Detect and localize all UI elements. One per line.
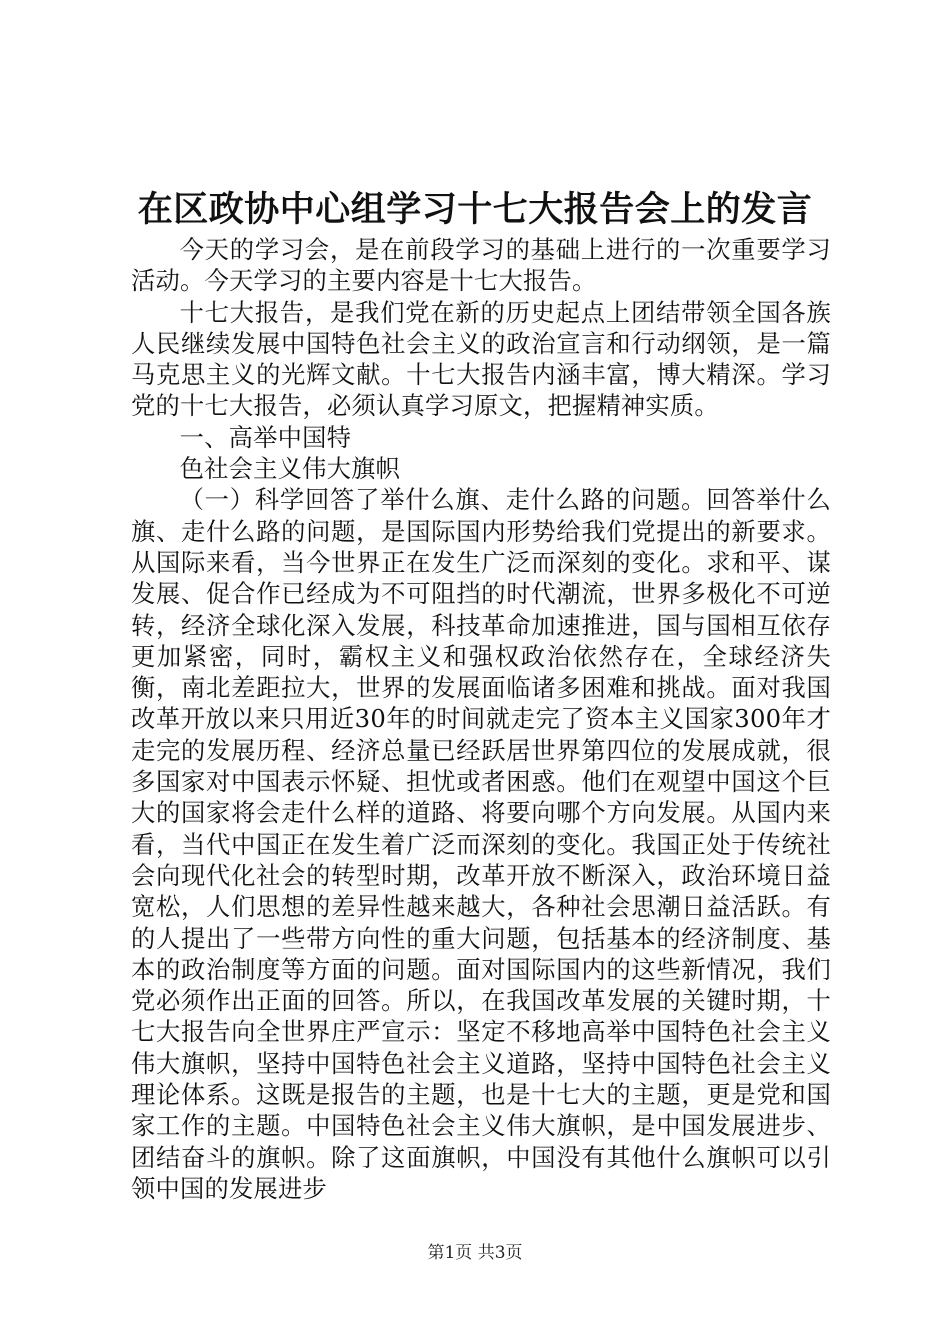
paragraph-report-overview: 十七大报告，是我们党在新的历史起点上团结带领全国各族人民继续发展中国特色社会主义的政治宣言和行动纲领，是一篇马克思主义的光辉文献。十七大报告内涵丰富，博大精深。学习党的十七大报告，必须认真学习原文，把握精神实质。 bbox=[131, 297, 831, 421]
section-heading-part1-cont: 色社会主义伟大旗帜 bbox=[179, 454, 401, 484]
document-body bbox=[131, 234, 831, 1204]
section-heading-part1: 一、高举中国特 bbox=[179, 422, 352, 452]
paragraph-section-1-1: （一）科学回答了举什么旗、走什么路的问题。回答举什么旗、走什么路的问题，是国际国内形势给我们党提出的新要求。从国际来看，当今世界正在发生广泛而深刻的变化。求和平、谋发展、促合作已经成为不可阻挡的时代潮流，世界多极化不可逆转，经济全球化深入发展，科技革命加速推进，国与国相互依存更加紧密，同时，霸权主义和强权政治依然存在，全球经济失衡，南北差距拉大，世界的发展面临诸多困难和挑战。面对我国改革开放以来只用近30年的时间就走完了资本主义国家300年才走完的发展历程、经济总量已经跃居世界第四位的发展成就，很多国家对中国表示怀疑、担忧或者困惑。他们在观望中国这个巨大的国家将会走什么样的道路、将要向哪个方向发展。从国内来看，当代中国正在发生着广泛而深刻的变化。我国正处于传统社会向现代化社会的转型时期，改革开放不断深入，政治环境日益宽松，人们思想的差异性越来越大，各种社会思潮日益活跃。有的人提出了一些带方向性的重大问题，包括基本的经济制度、基本的政治制度等方面的问题。面对国际国内的这些新情况，我们党必须作出正面的回答。所以，在我国改革发展的关键时期，十七大报告向全世界庄严宣示：坚定不移地高举中国特色社会主义伟大旗帜，坚持中国特色社会主义道路，坚持中国特色社会主义理论体系。这既是报告的主题，也是十七大的主题，更是党和国家工作的主题。中国特色社会主义伟大旗帜，是中国发展进步、团结奋斗的旗帜。除了这面旗帜，中国没有其他什么旗帜可以引领中国的发展进步 bbox=[131, 485, 831, 1203]
document-title: 在区政协中心组学习十七大报告会上的发言 bbox=[137, 189, 813, 230]
page-footer: 第1页 共3页 bbox=[427, 1243, 523, 1263]
paragraph-intro: 今天的学习会，是在前段学习的基础上进行的一次重要学习活动。今天学习的主要内容是十七大报告。 bbox=[131, 235, 831, 296]
